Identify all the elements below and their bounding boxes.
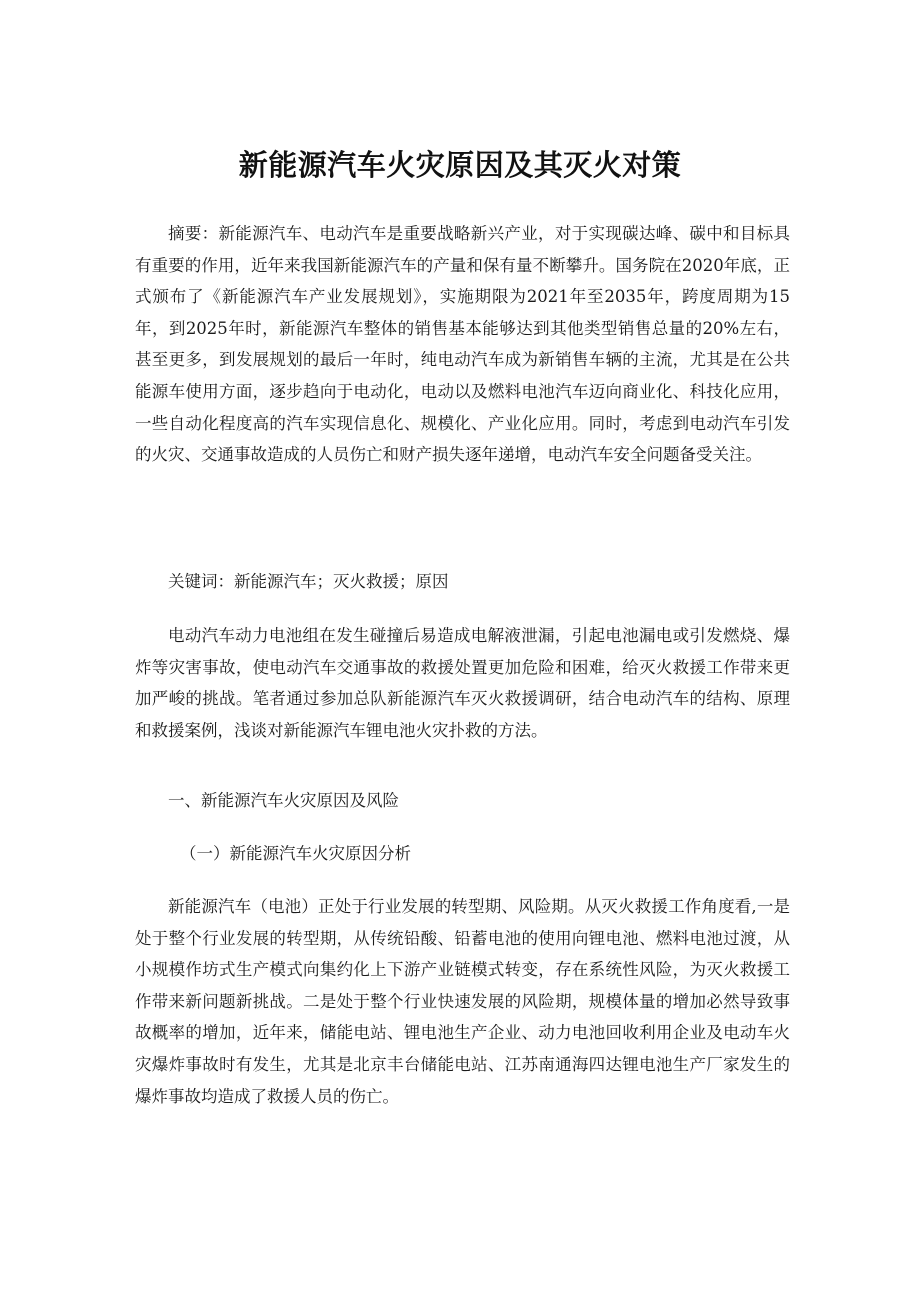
keywords-line: 关键词：新能源汽车；灭火救援；原因 [168,572,449,591]
section-heading: 一、新能源汽车火灾原因及风险 [168,791,399,810]
document-title: 新能源汽车火灾原因及其灭火对策 [238,148,682,182]
body-paragraph: 新能源汽车（电池）正处于行业发展的转型期、风险期。从灭火救援工作角度看,一是处于整个行业发展的转型期，从传统铅酸、铅蓄电池的使用向锂电池、燃料电池过渡，从小规模作坊式生产模式向集约化上下游产业链模式转变，存在系统性风险，为灭火救援工作带来新问题新挑战。二是处于整个行业快速发展的风险期，规模体量的增加必然导致事故概率的增加，近年来，储能电站、锂电池生产企业、动力电池回收利用企业及电动车火灾爆炸事故时有发生，尤其是北京丰台储能电站、江苏南通海四达锂电池生产厂家发生的爆炸事故均造成了救援人员的伤亡。 [135,897,790,1106]
intro-paragraph: 电动汽车动力电池组在发生碰撞后易造成电解液泄漏，引起电池漏电或引发燃烧、爆炸等灾害事故，使电动汽车交通事故的救援处置更加危险和困难，给灭火救援工作带来更加严峻的挑战。笔者通过参加总队新能源汽车灭火救援调研，结合电动汽车的结构、原理和救援案例，浅谈对新能源汽车锂电池火灾扑救的方法。 [135,626,790,740]
abstract-paragraph: 摘要：新能源汽车、电动汽车是重要战略新兴产业，对于实现碳达峰、碳中和目标具有重要的作用，近年来我国新能源汽车的产量和保有量不断攀升。国务院在2020年底，正式颁布了《新能源汽车产业发展规划》，实施期限为2021年至2035年，跨度周期为15年，到2025年时，新能源汽车整体的销售基本能够达到其他类型销售总量的20%左右，甚至更多，到发展规划的最后一年时，纯电动汽车成为新销售车辆的主流，尤其是在公共能源车使用方面，逐步趋向于电动化，电动以及燃料电池汽车迈向商业化、科技化应用，一些自动化程度高的汽车实现信息化、规模化、产业化应用。同时，考虑到电动汽车引发的火灾、交通事故造成的人员伤亡和财产损失逐年递增，电动汽车安全问题备受关注。 [135,224,790,465]
subsection-heading: （一）新能源汽车火灾原因分析 [180,844,411,863]
